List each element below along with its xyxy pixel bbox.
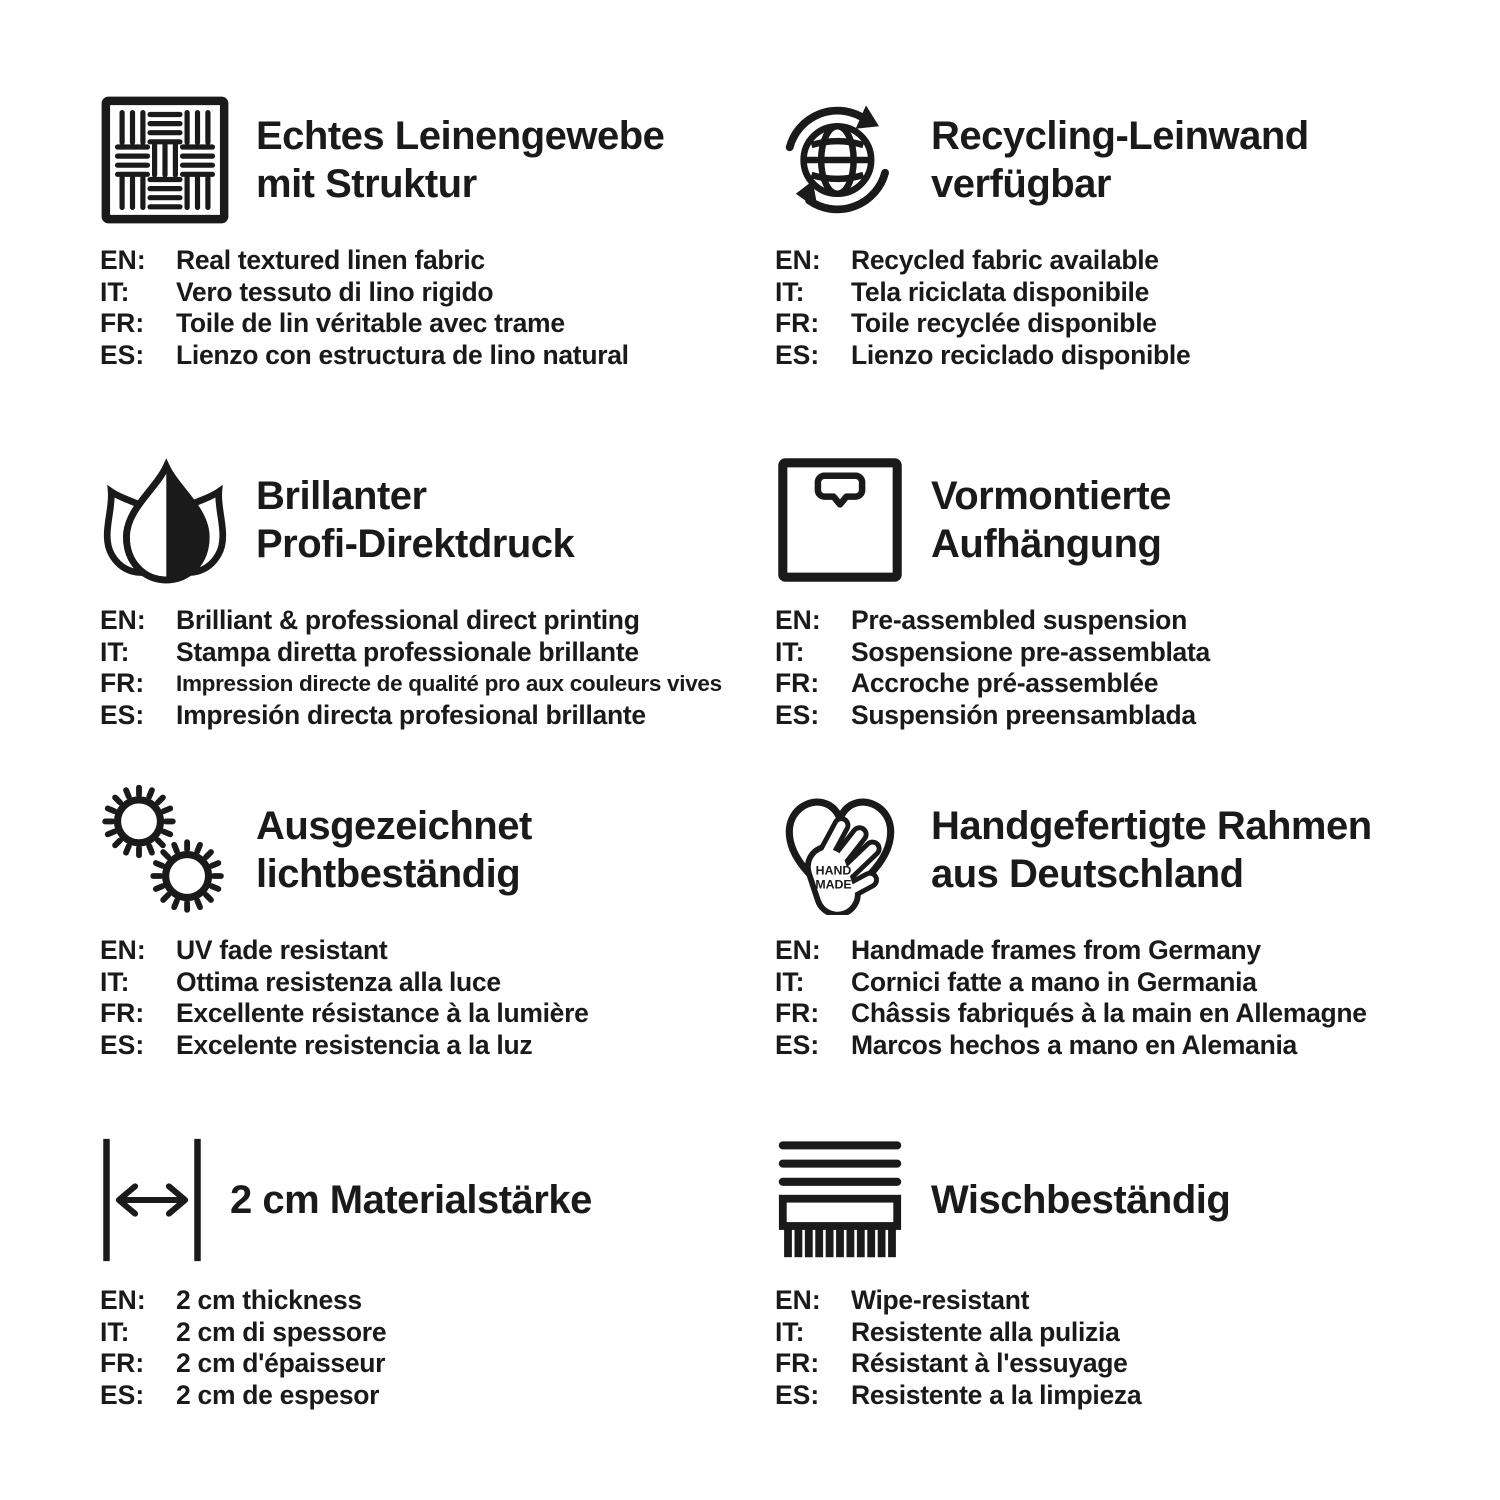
translation-text: Résistant à l'essuyage — [851, 1348, 1128, 1378]
lang-label: FR: — [775, 998, 820, 1028]
translation-row — [100, 605, 772, 637]
translation-text: Marcos hechos a mano en Alemania — [851, 1029, 1297, 1060]
translation-text: Vero tessuto di lino rigido — [176, 276, 494, 307]
translation-text: Lienzo reciclado disponible — [851, 339, 1191, 370]
lang-label: ES: — [775, 699, 820, 730]
translation-text: Cornici fatte a mano in Germania — [851, 966, 1257, 997]
feature-header — [100, 95, 772, 225]
translation-text: Châssis fabriqués à la main en Allemagne — [851, 998, 1367, 1028]
translation-row — [100, 1348, 772, 1380]
translation-text: Wipe-resistant — [851, 1285, 1030, 1315]
feature-block-suspension — [775, 455, 1447, 731]
translations — [100, 1285, 772, 1411]
translations — [775, 935, 1447, 1061]
feature-title-line: Vormontierte — [931, 474, 1171, 518]
translation-row — [775, 998, 1447, 1030]
translation-text: Handmade frames from Germany — [851, 935, 1261, 965]
translation-row — [775, 1030, 1447, 1062]
lang-label: ES: — [775, 1029, 820, 1060]
lang-label: IT: — [100, 1316, 130, 1347]
translation-text: Resistente a la limpieza — [851, 1379, 1142, 1410]
lang-label: EN: — [775, 1285, 821, 1315]
translation-text: 2 cm di spessore — [176, 1316, 387, 1347]
lang-label: IT: — [775, 1316, 805, 1347]
feature-title-line: Profi-Direktdruck — [256, 522, 575, 566]
feature-title-line: Echtes Leinengewebe — [256, 114, 665, 158]
feature-header — [775, 1135, 1447, 1265]
handmade-heart-icon — [775, 785, 905, 915]
feature-title-line: Wischbeständig — [931, 1178, 1231, 1222]
translation-text: Toile de lin véritable avec trame — [176, 308, 565, 338]
lang-label: FR: — [775, 308, 820, 338]
lang-label: ES: — [100, 1379, 145, 1410]
translation-text: 2 cm d'épaisseur — [176, 1348, 386, 1378]
feature-title — [931, 112, 1309, 208]
translation-text: Tela riciclata disponibile — [851, 276, 1150, 307]
feature-header — [100, 1135, 772, 1265]
lang-label: ES: — [100, 699, 145, 730]
feature-block-lightfast — [100, 785, 772, 1061]
ink-drops-icon — [100, 455, 230, 585]
feature-header — [775, 95, 1447, 225]
feature-header — [775, 455, 1447, 585]
translation-row — [775, 637, 1447, 669]
translation-row — [775, 308, 1447, 340]
translation-row — [775, 605, 1447, 637]
feature-title — [256, 112, 664, 208]
feature-title-line: Recycling-Leinwand — [931, 114, 1309, 158]
feature-header — [100, 455, 772, 585]
translation-text: Toile recyclée disponible — [851, 308, 1157, 338]
feature-title — [931, 472, 1171, 568]
translation-text: 2 cm de espesor — [176, 1379, 380, 1410]
lang-label: EN: — [100, 245, 146, 275]
feature-block-handmade — [775, 785, 1447, 1061]
lang-label: FR: — [100, 1348, 145, 1378]
handmade-badge-line1: HAND — [815, 863, 852, 878]
translation-text: Sospensione pre-assemblata — [851, 636, 1210, 667]
translation-row — [775, 277, 1447, 309]
lang-label: ES: — [100, 339, 145, 370]
lang-label: EN: — [100, 605, 146, 635]
feature-header — [775, 785, 1447, 915]
translation-text: Stampa diretta professionale brillante — [176, 636, 639, 667]
translation-text: Accroche pré-assemblée — [851, 668, 1159, 698]
feature-title-line: lichtbeständig — [256, 852, 521, 896]
translations — [775, 245, 1447, 371]
translation-text: Impression directe de qualité pro aux couleurs vives — [176, 671, 722, 696]
translation-row — [100, 308, 772, 340]
feature-title-line: Ausgezeichnet — [256, 804, 532, 848]
lang-label: IT: — [775, 636, 805, 667]
translation-row — [775, 935, 1447, 967]
lang-label: FR: — [100, 308, 145, 338]
lang-label: ES: — [775, 1379, 820, 1410]
translation-row — [100, 1380, 772, 1412]
translation-row — [100, 935, 772, 967]
feature-title-line: mit Struktur — [256, 162, 477, 206]
feature-block-linen — [100, 95, 772, 371]
translation-row — [100, 967, 772, 999]
translations — [100, 935, 772, 1061]
lang-label: FR: — [775, 1348, 820, 1378]
lang-label: ES: — [775, 339, 820, 370]
translation-row — [100, 700, 772, 732]
translation-text: Impresión directa profesional brillante — [176, 699, 646, 730]
lang-label: EN: — [775, 935, 821, 965]
lang-label: EN: — [100, 935, 146, 965]
translation-text: 2 cm thickness — [176, 1285, 362, 1315]
lang-label: FR: — [100, 998, 145, 1028]
lang-label: IT: — [775, 966, 805, 997]
lang-label: FR: — [775, 668, 820, 698]
feature-block-thickness — [100, 1135, 772, 1411]
feature-title-line: Handgefertigte Rahmen — [931, 804, 1372, 848]
translation-row — [775, 700, 1447, 732]
translation-row — [775, 967, 1447, 999]
lang-label: IT: — [100, 276, 130, 307]
feature-title-line: Brillanter — [256, 474, 427, 518]
wipe-brush-icon — [775, 1135, 905, 1265]
translation-row — [775, 668, 1447, 700]
lang-label: EN: — [100, 1285, 146, 1315]
lang-label: FR: — [100, 668, 145, 698]
translation-row — [775, 1380, 1447, 1412]
feature-title — [256, 472, 574, 568]
feature-title — [931, 802, 1372, 898]
feature-title — [256, 802, 532, 898]
translation-row — [100, 1317, 772, 1349]
translation-row — [100, 998, 772, 1030]
feature-title-line: 2 cm Materialstärke — [230, 1178, 592, 1222]
translation-row — [100, 277, 772, 309]
translation-row — [775, 1285, 1447, 1317]
thickness-arrow-icon — [100, 1135, 204, 1265]
translations — [775, 605, 1447, 731]
lang-label: EN: — [775, 245, 821, 275]
lang-label: IT: — [775, 276, 805, 307]
translation-text: Real textured linen fabric — [176, 245, 485, 275]
light-resistant-suns-icon — [100, 785, 230, 915]
feature-block-print — [100, 455, 772, 731]
translation-row — [100, 637, 772, 669]
translation-row — [100, 1285, 772, 1317]
lang-label: ES: — [100, 1029, 145, 1060]
translation-row — [775, 245, 1447, 277]
translation-text: Suspensión preensamblada — [851, 699, 1196, 730]
lang-label: IT: — [100, 966, 130, 997]
lang-label: EN: — [775, 605, 821, 635]
translations — [100, 605, 772, 731]
translation-row — [100, 340, 772, 372]
translation-row — [775, 1317, 1447, 1349]
translation-text: Excellente résistance à la lumière — [176, 998, 589, 1028]
translation-text: Excelente resistencia a la luz — [176, 1029, 533, 1060]
feature-block-wipe — [775, 1135, 1447, 1411]
lang-label: IT: — [100, 636, 130, 667]
canvas-hanger-icon — [775, 455, 905, 585]
handmade-badge-line2: MADE — [815, 877, 852, 892]
translations — [100, 245, 772, 371]
translation-text: Recycled fabric available — [851, 245, 1159, 275]
translation-text: UV fade resistant — [176, 935, 388, 965]
recycling-globe-icon — [775, 95, 905, 225]
translation-row — [100, 245, 772, 277]
translation-row — [100, 1030, 772, 1062]
translation-text: Resistente alla pulizia — [851, 1316, 1120, 1347]
feature-block-recycling — [775, 95, 1447, 371]
feature-title — [230, 1176, 592, 1224]
translation-row — [775, 1348, 1447, 1380]
translation-text: Ottima resistenza alla luce — [176, 966, 501, 997]
feature-title-line: Aufhängung — [931, 522, 1162, 566]
feature-title-line: verfügbar — [931, 162, 1111, 206]
translation-text: Lienzo con estructura de lino natural — [176, 339, 629, 370]
translation-row — [100, 668, 772, 700]
fabric-weave-icon — [100, 95, 230, 225]
translation-row — [775, 340, 1447, 372]
feature-title-line: aus Deutschland — [931, 852, 1244, 896]
translation-text: Brilliant & professional direct printing — [176, 605, 640, 635]
feature-title — [931, 1176, 1230, 1224]
translations — [775, 1285, 1447, 1411]
feature-header — [100, 785, 772, 915]
translation-text: Pre-assembled suspension — [851, 605, 1187, 635]
